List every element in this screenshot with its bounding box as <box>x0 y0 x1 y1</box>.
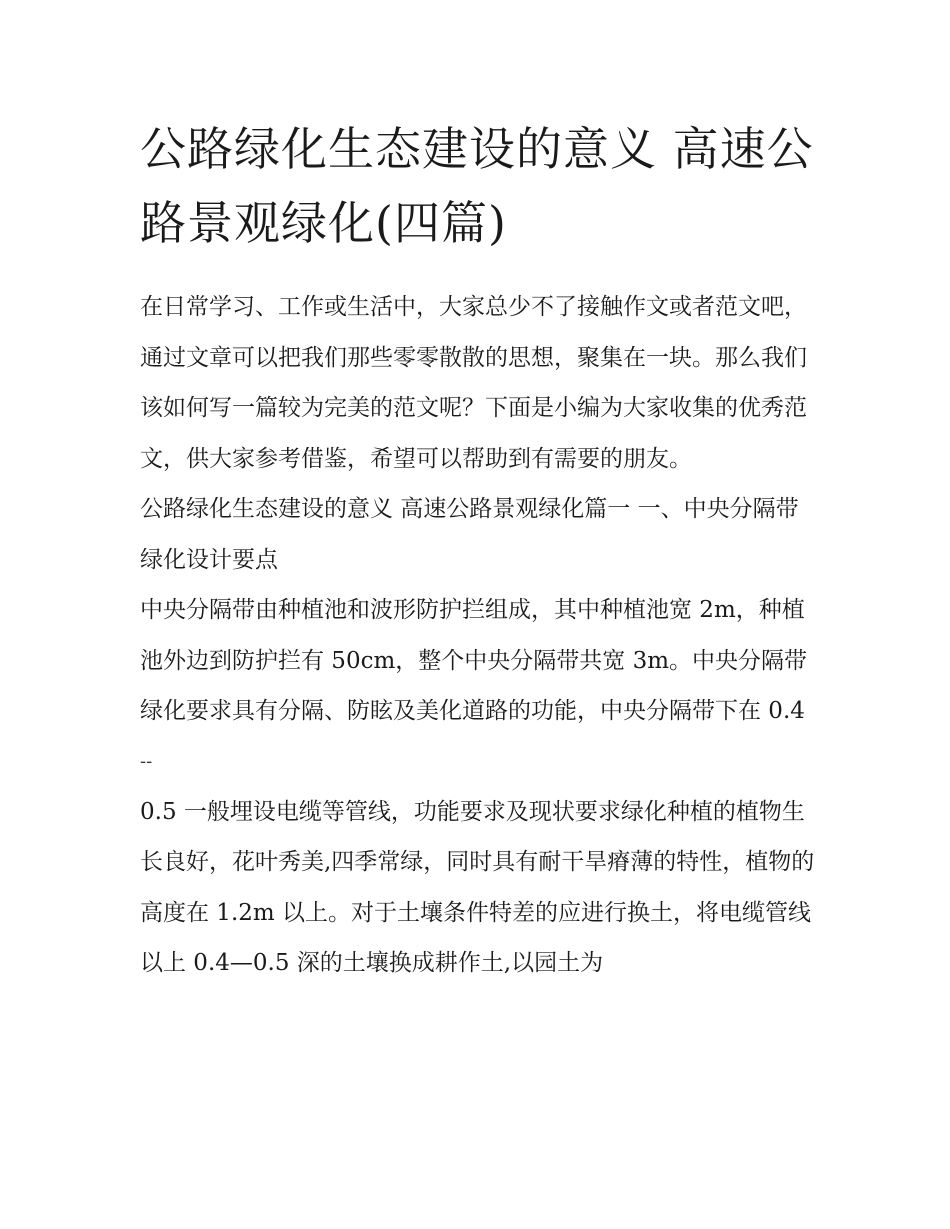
document-title: 公路绿化生态建设的意义 高速公路景观绿化(四篇) <box>140 122 814 250</box>
continuation-paragraph: 0.5 一般埋设电缆等管线，功能要求及现状要求绿化种植的植物生长良好，花叶秀美,四季常绿，同时具有耐干旱瘠薄的特性，植物的高度在 1.2m 以上。对于土壤条件特差的应进行换土，将电缆管线以上 0.4—0.5 深的土壤换成耕作土,以园土为 <box>140 798 815 976</box>
median-strip-paragraph: 中央分隔带由种植池和波形防护拦组成，其中种植池宽 2m，种植池外边到防护拦有 50cm，整个中央分隔带共宽 3m。中央分隔带绿化要求具有分隔、防眩及美化道路的功能，中央分隔带下在 0.4 <box>140 597 808 724</box>
page-separator: -- <box>140 750 153 772</box>
document-body <box>140 112 820 989</box>
intro-paragraph: 在日常学习、工作或生活中，大家总少不了接触作文或者范文吧，通过文章可以把我们那些零零散散的思想，聚集在一块。那么我们该如何写一篇较为完美的范文呢？下面是小编为大家收集的优秀范文，供大家参考借鉴，希望可以帮助到有需要的朋友。 <box>140 294 807 472</box>
section-heading-paragraph: 公路绿化生态建设的意义 高速公路景观绿化篇一 一、中央分隔带绿化设计要点 <box>140 496 799 573</box>
